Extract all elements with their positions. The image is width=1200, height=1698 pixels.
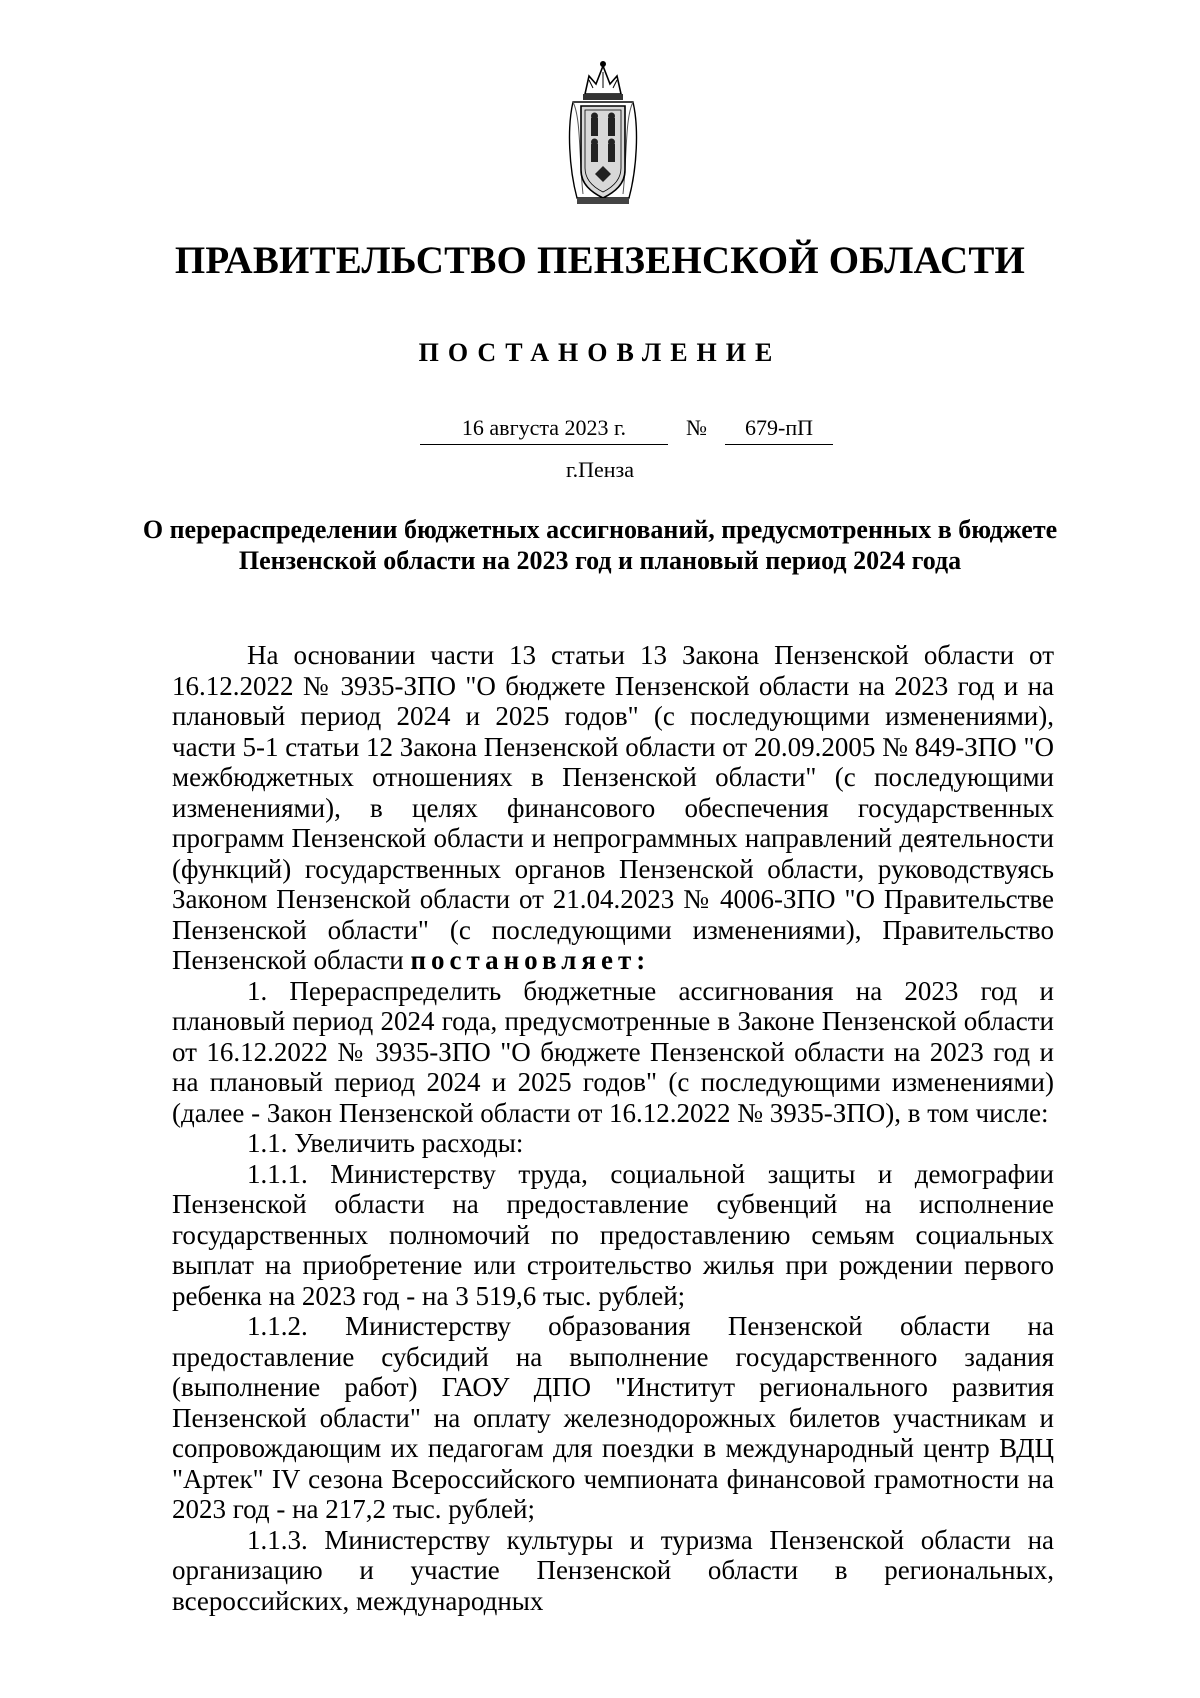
decree-word: постановляет: <box>410 945 651 975</box>
document-type: ПОСТАНОВЛЕНИЕ <box>418 338 782 367</box>
date-number-line <box>420 412 860 448</box>
document-date: 16 августа 2023 г. <box>420 412 668 445</box>
number-sign: № <box>686 415 707 440</box>
preamble-text: На основании части 13 статьи 13 Закона Пензенской области от 16.12.2022 № 3935-ЗПО "О бюджете Пензенской области на 2023 год и на плановый период 2024 и 2025 годов" (с последующими изменениями), части 5-1 статьи 12 Закона Пензенской области от 20.09.2005 № 849-ЗПО "О межбюджетных отношениях в Пензенской области" (с последующими изменениями), в целях финансового обеспечения государственных программ Пензенской области и непрограммных направлений деятельности (функций) государственных органов Пензенской области, руководствуясь Законом Пензенской области от 21.04.2023 № 4006-ЗПО "О Правительстве Пензенской области" (с последующими изменениями), Правительство Пензенской области <box>172 640 1054 975</box>
paragraph-1-1-2: 1.1.2. Министерству образования Пензенской области на предоставление субсидий на выполнение государственного задания (выполнение работ) ГАОУ ДПО "Институт регионального развития Пензенской области" на оплату железнодорожных билетов участникам и сопровождающим их педагогам для поездки в международный центр ВДЦ "Артек" IV сезона Всероссийского чемпионата финансовой грамотности на 2023 год - на 217,2 тыс. рублей; <box>172 1311 1054 1524</box>
government-title: ПРАВИТЕЛЬСТВО ПЕНЗЕНСКОЙ ОБЛАСТИ <box>174 239 1026 282</box>
document-number: 679-пП <box>725 412 833 445</box>
document-body <box>172 640 1054 1616</box>
paragraph-1-1-3: 1.1.3. Министерству культуры и туризма Пензенской области на организацию и участие Пензенской области в региональных, всероссийских, международных <box>172 1524 1054 1616</box>
city-name: г.Пенза <box>566 457 634 482</box>
document-subject: О перераспределении бюджетных ассигнований, предусмотренных в бюджете Пензенской области на 2023 год и плановый период 2024 года <box>142 515 1058 575</box>
paragraph-1-1: 1.1. Увеличить расходы: <box>247 1128 524 1158</box>
preamble-paragraph <box>172 640 1054 976</box>
coat-of-arms-emblem <box>565 58 641 208</box>
paragraph-1: 1. Перераспределить бюджетные ассигнования на 2023 год и плановый период 2024 года, предусмотренные в Законе Пензенской области от 16.12.2022 № 3935-ЗПО "О бюджете Пензенской области на 2023 год и на плановый период 2024 и 2025 годов" (с последующими изменениями) (далее - Закон Пензенской области от 16.12.2022 № 3935-ЗПО), в том числе: <box>172 975 1054 1128</box>
paragraph-1-1-1: 1.1.1. Министерству труда, социальной защиты и демографии Пензенской области на предоставление субвенций на исполнение государственных полномочий по предоставлению семьям социальных выплат на приобретение или строительство жилья при рождении первого ребенка на 2023 год - на 3 519,6 тыс. рублей; <box>172 1158 1054 1311</box>
